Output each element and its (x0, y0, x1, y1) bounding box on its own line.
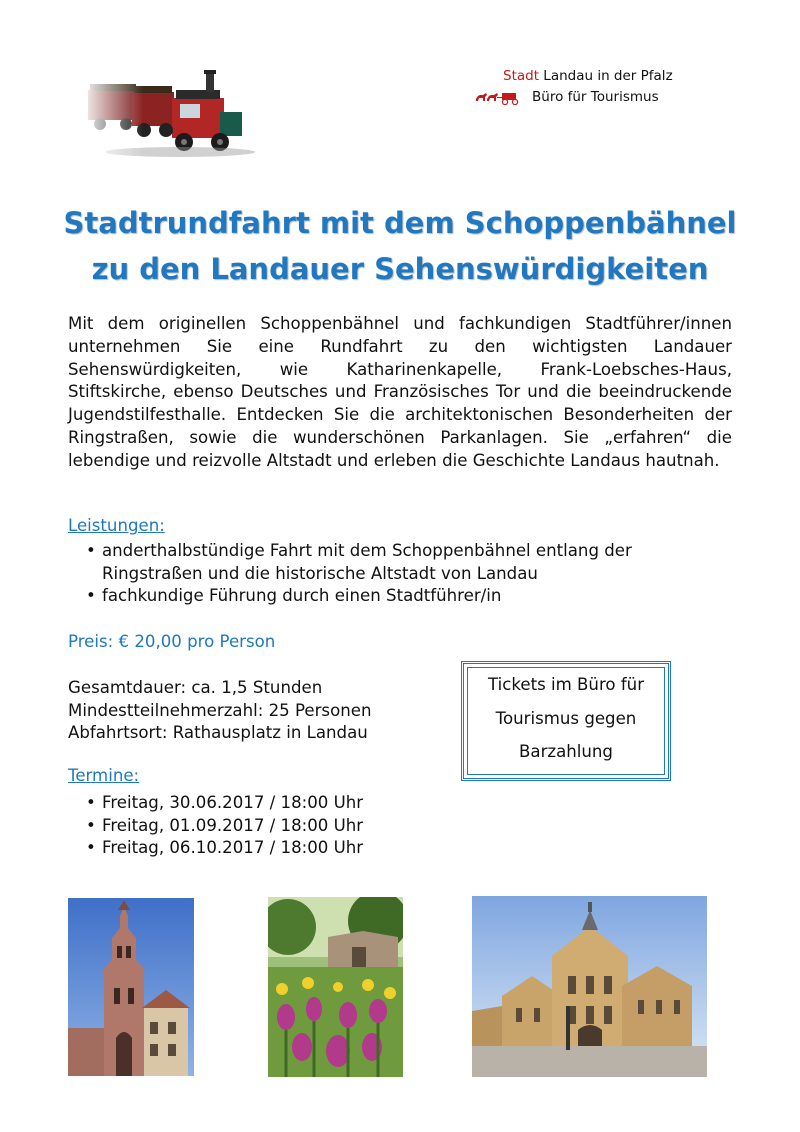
title-line-2: zu den Landauer Sehenswürdigkeiten (91, 252, 709, 286)
title-line-1: Stadtrundfahrt mit dem Schoppenbähnel (63, 206, 737, 240)
ticket-line-3: Barzahlung (519, 742, 613, 761)
duration-line: Gesamtdauer: ca. 1,5 Stunden (68, 678, 323, 697)
price-line: Preis: € 20,00 pro Person (68, 632, 276, 651)
tulip-garden-photo (268, 897, 403, 1077)
participants-line: Mindestteilnehmerzahl: 25 Personen (68, 700, 372, 720)
ticket-line-1: Tickets im Büro für (487, 675, 645, 694)
brand-block (474, 66, 714, 108)
list-item: • Freitag, 30.06.2017 / 18:00 Uhr (86, 792, 486, 815)
list-item: • fachkundige Führung durch einen Stadtführer/in (86, 585, 726, 608)
list-item: • anderthalbstündige Fahrt mit dem Schoppenbähnel entlang der Ringstraßen und die historische Altstadt von Landau (86, 540, 726, 585)
termine-heading: Termine: (68, 766, 140, 785)
intro-paragraph: Mit dem originellen Schoppenbähnel und fachkundigen Stadtführer/innen unternehmen Sie eine Rundfahrt zu den wichtigsten Landauer Sehenswürdigkeiten, wie Katharinenkapelle, Frank-Loebsches-Haus, Stiftskirche, ebenso Deutsches und Französisches Tor und die beeindruckende Jugendstilfesthalle. Entdecken Sie die architektonischen Besonderheiten der Ringstraßen, sowie die wunderschönen Parkanlagen. Sie „erfahren“ die lebendige und reizvolle Altstadt und erleben die Geschichte Landaus hautnah. (68, 314, 732, 470)
city-name: Stadt Landau in der Pfalz (503, 68, 673, 84)
termine-list (86, 792, 486, 860)
train-image (80, 62, 260, 162)
office-name: Büro für Tourismus (532, 89, 659, 105)
page-title (40, 200, 760, 292)
list-item: • Freitag, 01.09.2017 / 18:00 Uhr (86, 815, 486, 838)
leistungen-list (86, 540, 726, 608)
church-tower-photo (68, 898, 194, 1076)
list-item: • Freitag, 06.10.2017 / 18:00 Uhr (86, 837, 486, 860)
festival-hall-photo (472, 896, 707, 1077)
office-line (474, 87, 714, 108)
departure-line: Abfahrtsort: Rathausplatz in Landau (68, 723, 368, 742)
ticket-line-2: Tourismus gegen (495, 708, 637, 728)
leistungen-heading: Leistungen: (68, 516, 165, 535)
ticket-info-box (461, 661, 671, 781)
horse-carriage-icon (474, 91, 524, 105)
facts-block (68, 677, 371, 745)
